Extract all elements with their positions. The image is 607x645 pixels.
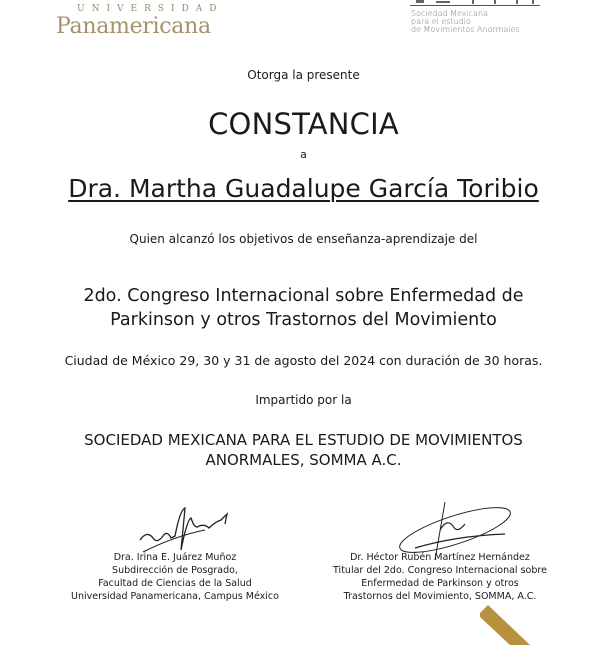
event-details: Ciudad de México 29, 30 y 31 de agosto del 2024 con duración de 30 horas. xyxy=(64,353,543,368)
event-name xyxy=(0,284,607,332)
signatory-name: Dr. Héctor Rubén Martínez Hernández xyxy=(350,552,530,563)
connector-text: a xyxy=(300,148,307,161)
somma-logo-line: Sociedad Mexicana xyxy=(411,9,489,18)
signatory-title: Universidad Panamericana, Campus México xyxy=(71,591,279,602)
signature-left xyxy=(70,551,280,603)
event-line: 2do. Congreso Internacional sobre Enfermedad de xyxy=(83,286,524,306)
somma-logo-rule xyxy=(410,5,540,6)
somma-logo-text xyxy=(411,10,520,34)
intro-text: Otorga la presente xyxy=(247,68,360,82)
organizer-line: SOCIEDAD MEXICANA PARA EL ESTUDIO DE MOVIMIENTOS xyxy=(84,431,523,449)
achievement-text: Quien alcanzó los objetivos de enseñanza-aprendizaje del xyxy=(129,232,478,246)
signatory-title: Subdirección de Posgrado, xyxy=(112,565,238,576)
panamericana-logo: Panamericana xyxy=(56,14,211,39)
signatory-title: Enfermedad de Parkinson y otros xyxy=(361,578,519,589)
event-line: Parkinson y otros Trastornos del Movimiento xyxy=(110,310,497,330)
somma-logo-line: para el estudio xyxy=(411,17,471,26)
taught-by-text: Impartido por la xyxy=(255,393,352,407)
somma-logo-line: de Movimientos Anormales xyxy=(411,25,520,34)
somma-logo-icon xyxy=(412,0,538,4)
signatory-title: Trastornos del Movimiento, SOMMA, A.C. xyxy=(343,591,537,602)
signatory-name: Dra. Irina E. Juárez Muñoz xyxy=(113,552,237,563)
organizer-line: ANORMALES, SOMMA A.C. xyxy=(205,451,402,469)
gold-accent-stripe xyxy=(480,605,540,645)
certificate-title: CONSTANCIA xyxy=(208,107,399,141)
organizer-name xyxy=(0,430,607,470)
signatory-title: Titular del 2do. Congreso Internacional sobre xyxy=(333,565,547,576)
recipient-name-wrapper xyxy=(0,174,607,203)
signatory-title: Facultad de Ciencias de la Salud xyxy=(98,578,252,589)
signature-right xyxy=(330,551,550,603)
recipient-name: Dra. Martha Guadalupe García Toribio xyxy=(68,174,539,203)
universidad-label: UNIVERSIDAD xyxy=(77,4,224,14)
